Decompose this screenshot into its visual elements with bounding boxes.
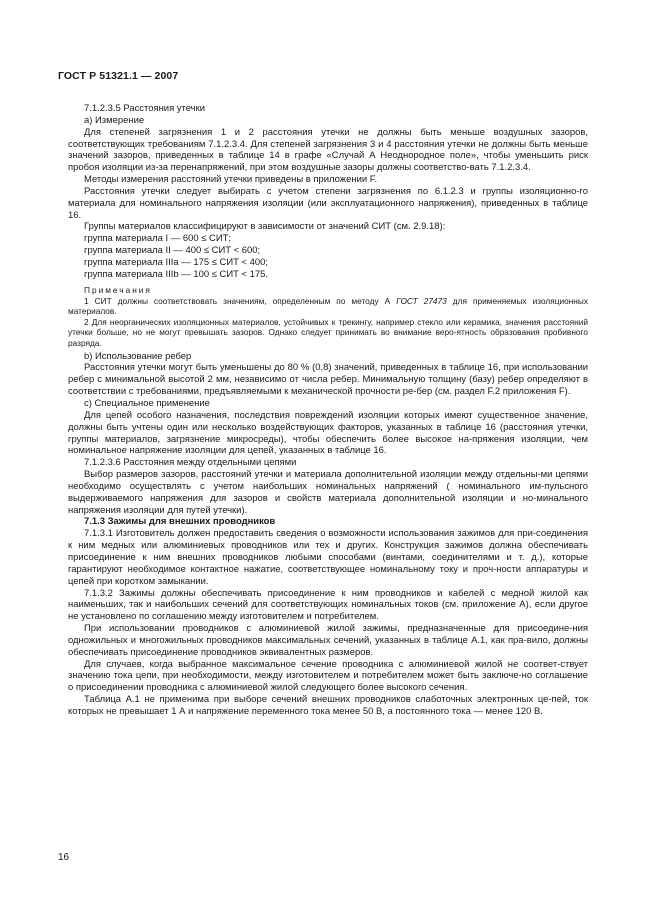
paragraph: Для степеней загрязнения 1 и 2 расстояния утечки не должны быть меньше воздушных зазоров, соответствующих требованиям 7.1.2.3.4. Для степеней загрязнения 3 и 4 расстояния утечки не должны быть меньше значений зазоров, приведенных в таблице 14 в графе «Случай А Неоднородное поле», чтобы уменьшить риск пробоя изоляции из-за перенапряжений, при этом воздушные зазоры должны соответство-вать 7.1.2.3.4. [68, 126, 588, 174]
section-title-7-1-2-3-5: 7.1.2.3.5 Расстояния утечки [84, 103, 205, 114]
page-content [68, 103, 588, 718]
paragraph: Для цепей особого назначения, последствия повреждений изоляции которых имеют существенное значение, должны быть учтены один или несколько воздействующих факторов, указанных в таблице 16 (расстояния утечки, группы материалов, загрязнение микросреды), чтобы обеспечить более высокое на-пряжения изоляции, чем номинальное напряжение изоляции для цепей, указанных в таблице 16. [68, 409, 588, 457]
paragraph: Для случаев, когда выбранное максимальное сечение проводника с алюминиевой жилой не соответ-ствует значению тока цепи, при необходимости, между изготовителем и потребителем может быть заключе-но соглашение о присоединении проводника с алюминиевой жилой следующего более высокого сечения. [68, 658, 588, 694]
note-2: 2 Для неорганических изоляционных материалов, устойчивых к трекингу, например стекло или керамика, значения расстояний утечки больше, но не могут превышать зазоров. Однако следует принимать во внимание веро-ятность образования пробивного разряда. [68, 316, 588, 349]
page-number: 16 [58, 852, 70, 863]
note-1-text: 1 СИТ должны соответствовать значениям, определенным по методу А [84, 295, 397, 306]
section-title-7-1-3: 7.1.3 Зажимы для внешних проводников [84, 516, 276, 528]
paragraph: 7.1.3.1 Изготовитель должен предоставить сведения о возможности использования зажимов для при-соединения к ним медных или алюминиевых проводников или тех и других. Конструкция зажимов должна обеспечивать присоединение к ним внешних проводников любыми способами (винтами, соединителями и т. д.), которые гарантируют необходимое контактное нажатие, соответствующее номинальному току и проч-ности аппаратуры и цепей при коротком замыкании. [68, 528, 588, 587]
paragraph: Методы измерения расстояний утечки приведены в приложении F. [84, 174, 378, 186]
material-group-item: группа материала IIIa — 175 ≤ СИТ < 400; [84, 256, 268, 268]
paragraph: Расстояния утечки следует выбирать с учетом степени загрязнения по 6.1.2.3 и группы изоляционно-го материала для номинального напряжения изоляции (или эксплуатационного напряжения), приведенных в таблице 16. [68, 185, 588, 221]
document-header: ГОСТ Р 51321.1 — 2007 [58, 70, 179, 82]
material-group-item: группа материала I — 600 ≤ СИТ; [84, 233, 231, 245]
note-1-reference: ГОСТ 27473 [396, 295, 447, 306]
paragraph: Выбор размеров зазоров, расстояний утечки и материала дополнительной изоляции между отдельны-ми цепями необходимо осуществлять с учетом наибольших номинальных напряжений ( номинального им-пульсного выдерживаемого напряжения для зазоров и свойств материала дополнительной изоляции и но-минального напряжения изоляции для путей утечки). [68, 469, 588, 516]
section-title-7-1-2-3-6: 7.1.2.3.6 Расстояния между отдельными цепями [84, 457, 297, 469]
paragraph: При использовании проводников с алюминиевой жилой зажимы, предназначенные для присоедине-ния одножильных и многожильных проводников максимальных сечений, указанных в таблице А.1, как пра-вило, должны обеспечивать присоединение проводников эквивалентных размеров. [68, 623, 588, 658]
paragraph: Расстояния утечки могут быть уменьшены до 80 % (0,8) значений, приведенных в таблице 16, при использовании ребер с минимальной высотой 2 мм, независимо от числа ребер. Минимальную толщину (базу) ребер определяют в соответствии с требованиями, предъявляемыми к механической прочности ре-бер (см. раздел F.2 приложения F). [68, 362, 588, 398]
paragraph: 7.1.3.2 Зажимы должны обеспечивать присоединение к ним проводников и кабелей с медной жилой как наименьших, так и наибольших сечений для соответствующих номинальных токов (см. приложение А), если другое не установлено по соглашению между изготовителем и потребителем. [68, 587, 588, 623]
material-group-item: группа материала IIIb — 100 ≤ СИТ < 175. [84, 268, 268, 280]
subsection-b-title: b) Использование ребер [84, 350, 192, 362]
note-1 [68, 296, 588, 317]
paragraph: Таблица А.1 не применима при выборе сечений внешних проводников слаботочных электронных це-пей, ток которых не превышает 1 А и напряжение переменного тока менее 50 В, а постоянного тока — менее 120 В. [68, 694, 588, 717]
paragraph: Группы материалов классифицируют в зависимости от значений СИТ (см. 2.9.18): [84, 221, 446, 233]
notes-heading: Примечания [84, 284, 152, 295]
subsection-c-title: с) Специальное применение [84, 398, 210, 409]
note-1-text-end: для применяемых изоляционных материалов. [68, 295, 588, 317]
material-group-item: группа материала II — 400 ≤ СИТ < 600; [84, 245, 261, 257]
subsection-a-title: а) Измерение [84, 114, 145, 126]
